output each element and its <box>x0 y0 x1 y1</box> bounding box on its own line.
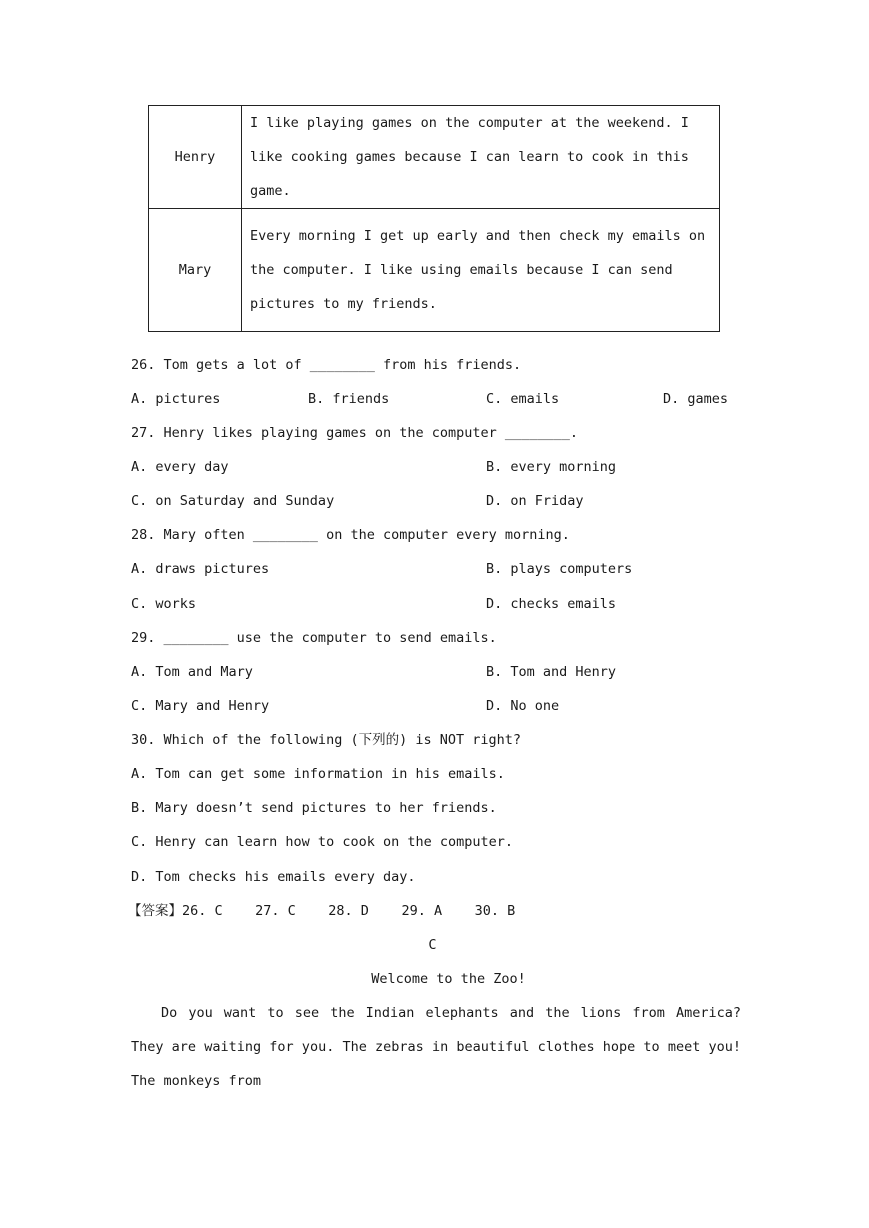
question-27-option-a: A. every day <box>131 459 229 475</box>
question-28-option-d: D. checks emails <box>486 596 617 612</box>
question-29-option-d: D. No one <box>486 698 560 714</box>
question-26-stem: 26. Tom gets a lot of ________ from his friends. <box>131 357 522 373</box>
answer-text: 26. C 27. C 28. D 29. A 30. B <box>182 903 516 919</box>
question-30-stem: 30. Which of the following (下列的) is NOT right? <box>131 732 521 748</box>
question-29-stem: 29. ________ use the computer to send emails. <box>131 630 497 646</box>
section-title: Welcome to the Zoo! <box>371 971 526 987</box>
question-27-option-c: C. on Saturday and Sunday <box>131 493 335 509</box>
question-29-option-c: C. Mary and Henry <box>131 698 270 714</box>
question-30-option-b: B. Mary doesn’t send pictures to her friends. <box>131 800 497 816</box>
question-27-option-b: B. every morning <box>486 459 617 475</box>
question-26-option-a: A. pictures <box>131 391 221 407</box>
reading-table <box>148 105 720 332</box>
question-27-option-d: D. on Friday <box>486 493 584 509</box>
answer-label: 【答案】 <box>128 903 182 919</box>
table-row <box>149 209 720 332</box>
person-description: I like playing games on the computer at the weekend. I like cooking games because I can learn to cook in this game. <box>242 106 720 209</box>
person-name: Mary <box>149 209 242 332</box>
question-27-stem: 27. Henry likes playing games on the computer ________. <box>131 425 579 441</box>
question-30-option-d: D. Tom checks his emails every day. <box>131 869 416 885</box>
question-30-option-a: A. Tom can get some information in his emails. <box>131 766 505 782</box>
question-26-option-d: D. games <box>663 391 729 407</box>
person-description: Every morning I get up early and then check my emails on the computer. I like using emails because I can send pictures to my friends. <box>242 209 720 332</box>
question-28-option-b: B. plays computers <box>486 561 633 577</box>
person-name: Henry <box>149 106 242 209</box>
section-letter: C <box>428 937 437 953</box>
question-29-option-a: A. Tom and Mary <box>131 664 253 680</box>
question-26-option-c: C. emails <box>486 391 560 407</box>
table-row <box>149 106 720 209</box>
question-28-option-a: A. draws pictures <box>131 561 270 577</box>
question-28-stem: 28. Mary often ________ on the computer every morning. <box>131 527 570 543</box>
passage-paragraph: Do you want to see the Indian elephants and the lions from America? They are waiting for you. The zebras in beautiful clothes hope to meet you! The monkeys from <box>131 1005 741 1089</box>
answer-key <box>128 901 515 921</box>
question-30-option-c: C. Henry can learn how to cook on the computer. <box>131 834 514 850</box>
question-26-option-b: B. friends <box>308 391 390 407</box>
question-28-option-c: C. works <box>131 596 197 612</box>
question-29-option-b: B. Tom and Henry <box>486 664 617 680</box>
